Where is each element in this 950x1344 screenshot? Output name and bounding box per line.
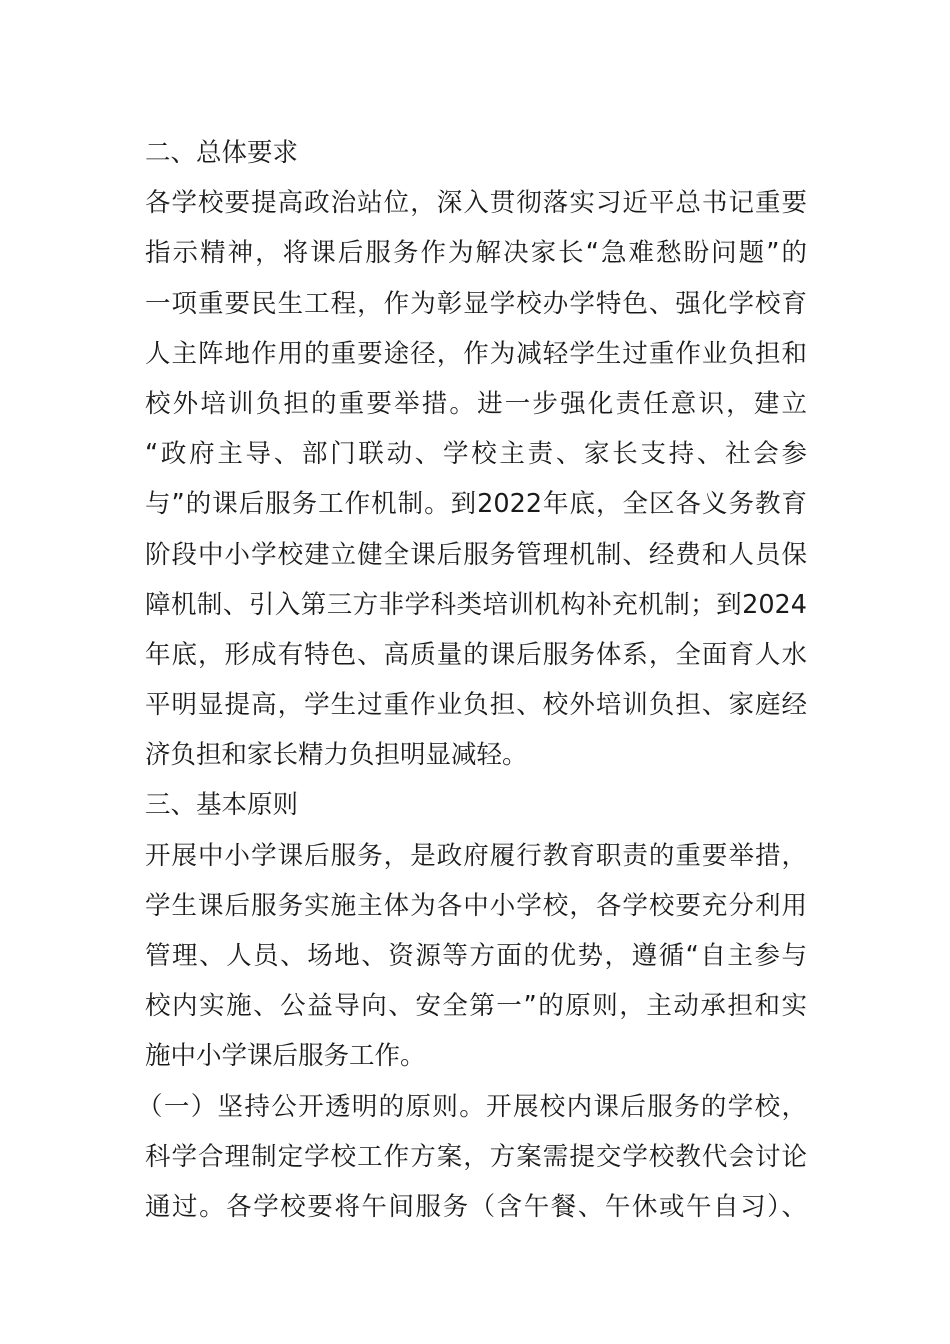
paragraph-line: 人主阵地作用的重要途径，作为减轻学生过重作业负担和	[145, 338, 807, 369]
subsection-line: （一）坚持公开透明的原则。开展校内课后服务的学校，	[137, 1091, 807, 1122]
paragraph-line: 各学校要提高政治站位，深入贯彻落实习近平总书记重要	[145, 188, 807, 219]
paragraph-line: 阶段中小学校建立健全课后服务管理机制、经费和人员保	[145, 539, 807, 570]
paragraph-line: 管理、人员、场地、资源等方面的优势，遵循“自主参与	[145, 941, 807, 971]
paragraph-line: 开展中小学课后服务，是政府履行教育职责的重要举措，	[145, 840, 807, 871]
paragraph-line: 济负担和家长精力负担明显减轻。	[145, 740, 528, 771]
paragraph-line: 与”的课后服务工作机制。到2022年底，全区各义务教育	[145, 489, 807, 520]
paragraph-line: 一项重要民生工程，作为彰显学校办学特色、强化学校育	[145, 288, 807, 319]
paragraph-line: 学生课后服务实施主体为各中小学校，各学校要充分利用	[145, 890, 807, 921]
paragraph-line: 科学合理制定学校工作方案，方案需提交学校教代会讨论	[145, 1141, 807, 1172]
paragraph-line: 年底，形成有特色、高质量的课后服务体系，全面育人水	[145, 639, 807, 670]
paragraph-line: 校内实施、公益导向、安全第一”的原则，主动承担和实	[145, 991, 807, 1022]
paragraph-line: 校外培训负担的重要举措。进一步强化责任意识，建立	[145, 388, 807, 419]
section-heading-basic-principles: 三、基本原则	[145, 790, 299, 821]
paragraph-line: 障机制、引入第三方非学科类培训机构补充机制；到2024	[145, 589, 807, 620]
paragraph-line: 施中小学课后服务工作。	[145, 1041, 426, 1072]
paragraph-line: 指示精神，将课后服务作为解决家长“急难愁盼问题”的	[145, 238, 807, 269]
section-heading-overall-requirements: 二、总体要求	[145, 138, 299, 168]
paragraph-line: 平明显提高，学生过重作业负担、校外培训负担、家庭经	[145, 690, 807, 721]
paragraph-line: “政府主导、部门联动、学校主责、家长支持、社会参	[145, 439, 807, 470]
document-body	[137, 128, 807, 1232]
paragraph-line: 通过。各学校要将午间服务（含午餐、午休或午自习）、	[145, 1191, 807, 1222]
